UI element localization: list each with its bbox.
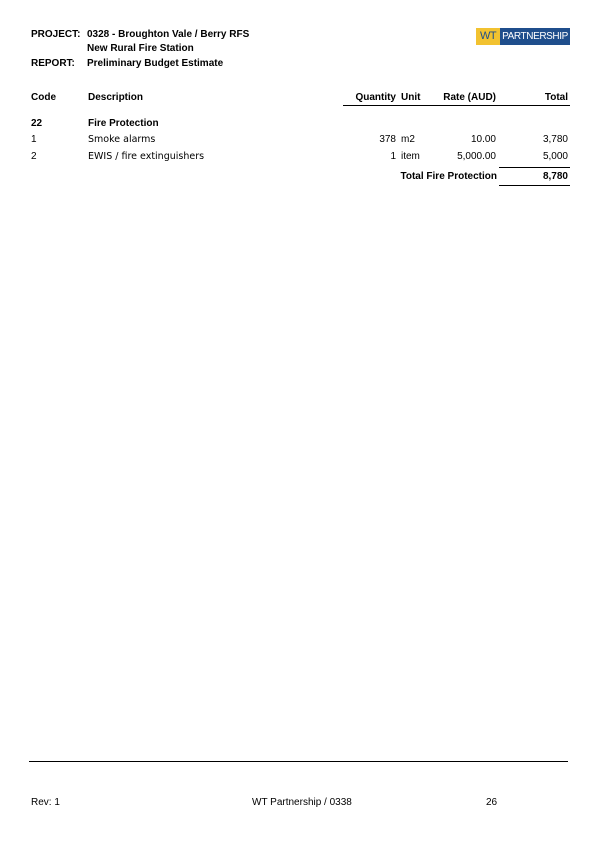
column-header-unit: Unit bbox=[401, 92, 421, 103]
row-total: 3,780 bbox=[542, 134, 568, 145]
row-total: 5,000 bbox=[542, 151, 568, 162]
subtotal-label: Total Fire Protection bbox=[400, 171, 497, 182]
row-code: 2 bbox=[31, 151, 37, 162]
row-code: 1 bbox=[31, 134, 37, 145]
project-label: PROJECT: bbox=[31, 29, 81, 40]
row-quantity: 378 bbox=[379, 134, 396, 145]
subtotal-top-rule bbox=[499, 167, 570, 168]
subtotal-value: 8,780 bbox=[542, 171, 568, 182]
row-rate: 5,000.00 bbox=[457, 151, 496, 162]
section-code: 22 bbox=[31, 118, 43, 129]
section-title: Fire Protection bbox=[88, 118, 159, 129]
project-title: 0328 - Broughton Vale / Berry RFS bbox=[87, 29, 250, 40]
wt-partnership-logo bbox=[476, 28, 570, 45]
column-header-code: Code bbox=[31, 92, 56, 103]
row-quantity: 1 bbox=[390, 151, 396, 162]
footer-company: WT Partnership / 0338 bbox=[252, 797, 352, 808]
column-header-quantity: Quantity bbox=[355, 92, 396, 103]
row-description: EWIS / fire extinguishers bbox=[88, 151, 205, 162]
column-header-underline bbox=[343, 105, 570, 106]
footer-revision: Rev: 1 bbox=[31, 797, 60, 808]
report-label: REPORT: bbox=[31, 58, 75, 69]
footer-page-number: 26 bbox=[486, 797, 498, 808]
subtotal-bottom-rule bbox=[499, 185, 570, 186]
row-rate: 10.00 bbox=[470, 134, 496, 145]
column-header-total: Total bbox=[544, 92, 568, 103]
project-subtitle: New Rural Fire Station bbox=[87, 43, 194, 54]
column-header-rate: Rate (AUD) bbox=[443, 92, 496, 103]
column-header-description: Description bbox=[88, 92, 144, 103]
row-description: Smoke alarms bbox=[88, 134, 156, 145]
report-title: Preliminary Budget Estimate bbox=[87, 58, 224, 69]
logo-wt-mark: WT bbox=[476, 28, 500, 45]
row-unit: m2 bbox=[401, 134, 415, 145]
row-unit: item bbox=[401, 151, 420, 162]
footer-divider bbox=[29, 761, 568, 762]
logo-partnership-mark: PARTNERSHIP bbox=[500, 28, 570, 45]
